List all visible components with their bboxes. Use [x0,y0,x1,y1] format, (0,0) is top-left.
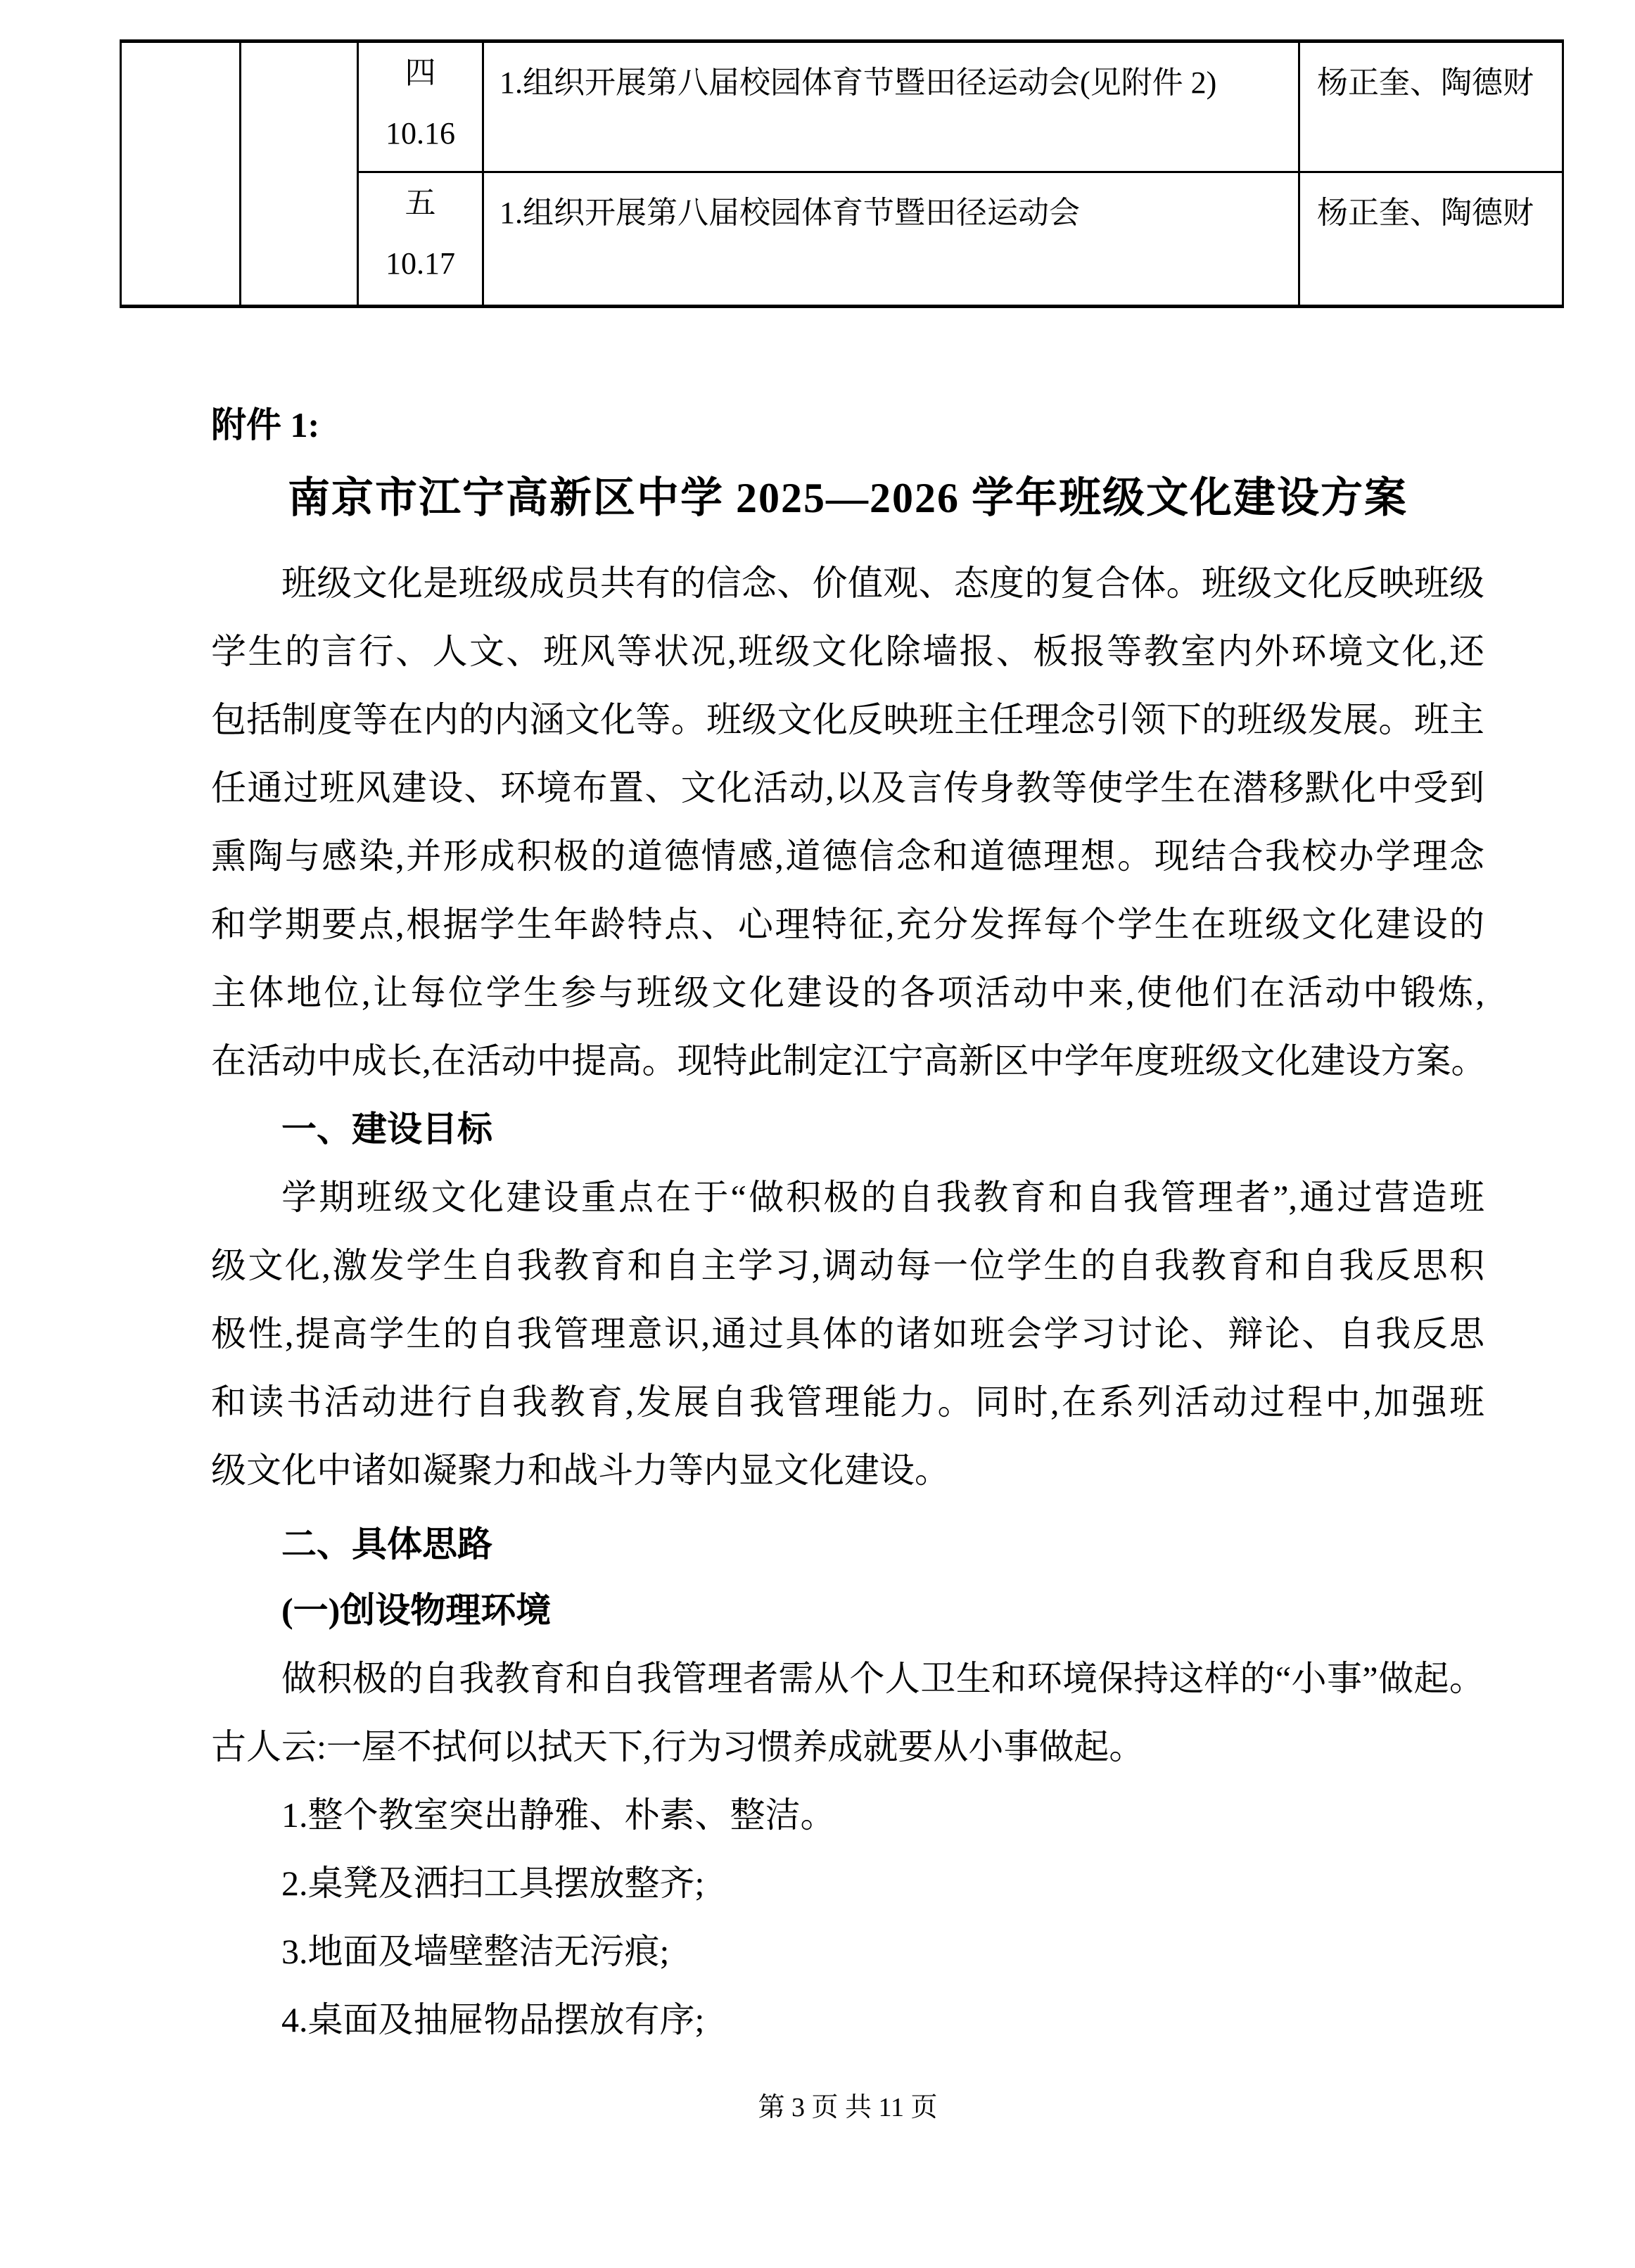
body-line: 古人云:一屋不拭何以拭天下,行为习惯养成就要从小事做起。 [211,1727,1145,1766]
table-cell-staff-friday [1299,172,1563,307]
list-item: 2.桌凳及洒扫工具摆放整齐; [281,1864,705,1903]
activity-text: 1.组织开展第八届校园体育节暨田径运动会(见附件 2) [500,65,1217,100]
staff-names: 杨正奎、陶德财 [1317,65,1534,100]
table-cell-activity-thursday [483,42,1299,172]
body-line: 和学期要点,根据学生年龄特点、心理特征,充分发挥每个学生在班级文化建设的 [211,905,1484,944]
body-line: 极性,提高学生的自我管理意识,通过具体的诸如班会学习讨论、辩论、自我反思 [211,1314,1484,1353]
paragraph-goals [211,1164,1484,1505]
body-line: 级文化中诸如凝聚力和战斗力等内显文化建设。 [211,1451,950,1490]
table-row-thursday [121,42,1563,172]
body-line: 任通过班风建设、环境布置、文化活动,以及言传身教等使学生在潜移默化中受到 [211,768,1484,808]
body-line: 和读书活动进行自我教育,发展自我管理能力。同时,在系列活动过程中,加强班 [211,1382,1484,1422]
attachment-label: 附件 1: [211,405,320,445]
table-cell-activity-friday [483,172,1299,307]
table-cell-day-friday [358,172,483,307]
weekday-label: 四 [405,56,436,90]
body-line: 学期班级文化建设重点在于“做积极的自我教育和自我管理者”,通过营造班 [281,1178,1484,1217]
activity-text: 1.组织开展第八届校园体育节暨田径运动会 [500,196,1080,230]
body-line: 包括制度等在内的内涵文化等。班级文化反映班主任理念引领下的班级发展。班主 [211,700,1484,739]
document-title: 南京市江宁高新区中学 2025—2026 学年班级文化建设方案 [288,475,1408,521]
body-line: 学生的言行、人文、班风等状况,班级文化除墙报、板报等教室内外环境文化,还 [211,632,1484,671]
body-line: 熏陶与感染,并形成积极的道德情感,道德信念和道德理想。现结合我校办学理念 [211,836,1484,876]
page-number-footer: 第 3 页 共 11 页 [758,2093,938,2122]
paragraph-environment [211,1645,1484,1781]
staff-names: 杨正奎、陶德财 [1317,196,1534,230]
subsection-heading-environment: (一)创设物理环境 [281,1591,552,1630]
section-heading-goals: 一、建设目标 [281,1109,492,1149]
body-line: 做积极的自我教育和自我管理者需从个人卫生和环境保持这样的“小事”做起。 [281,1659,1484,1698]
body-line: 主体地位,让每位学生参与班级文化建设的各项活动中来,使他们在活动中锻炼, [211,973,1484,1012]
paragraph-intro [211,549,1487,1095]
table-cell-empty-week [241,42,358,307]
requirement-list [211,1781,1484,2054]
body-line: 班级文化是班级成员共有的信念、价值观、态度的复合体。班级文化反映班级 [281,563,1484,603]
date-label: 10.16 [386,116,455,151]
table-cell-day-thursday [358,42,483,172]
list-item: 4.桌面及抽屉物品摆放有序; [281,2000,705,2039]
table-cell-staff-thursday [1299,42,1563,172]
list-item: 3.地面及墙壁整洁无污痕; [281,1932,670,1971]
body-line: 级文化,激发学生自我教育和自主学习,调动每一位学生的自我教育和自我反思积 [211,1246,1484,1285]
date-label: 10.17 [386,246,455,281]
schedule-table [120,39,1564,308]
list-item: 1.整个教室突出静雅、朴素、整洁。 [281,1795,836,1835]
weekday-label: 五 [405,186,436,220]
body-line: 在活动中成长,在活动中提高。现特此制定江宁高新区中学年度班级文化建设方案。 [211,1041,1487,1081]
section-heading-approach: 二、具体思路 [281,1524,492,1564]
table-cell-empty-month [121,42,241,307]
